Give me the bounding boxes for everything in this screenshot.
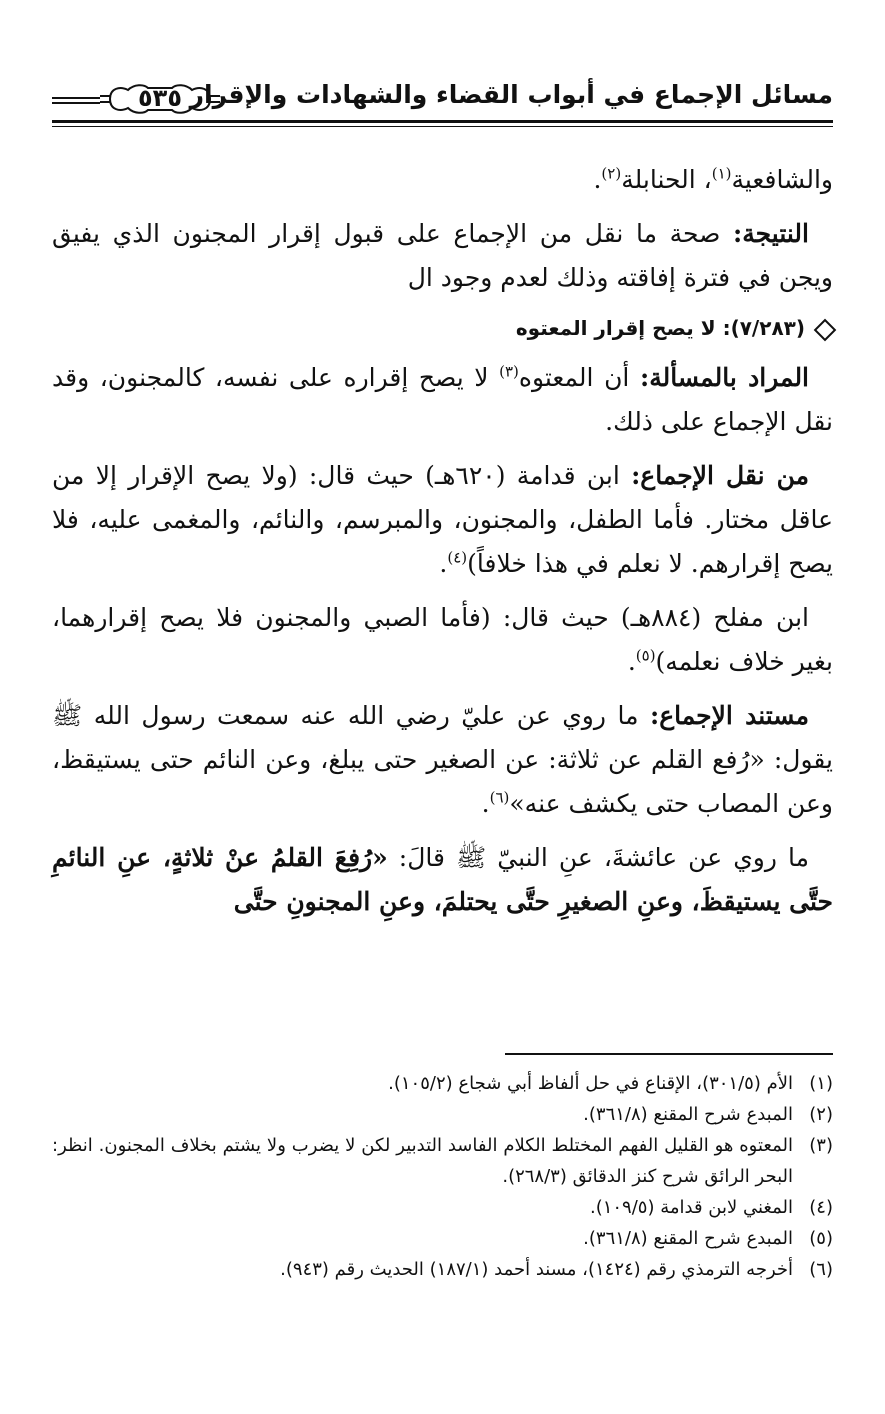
footnote-separator bbox=[505, 1053, 833, 1055]
main-text bbox=[52, 158, 833, 934]
page-header bbox=[52, 70, 833, 132]
header-ornament-line bbox=[52, 102, 100, 104]
footnote-number: (٦) bbox=[809, 1259, 833, 1280]
footnote-item bbox=[52, 1192, 833, 1223]
transmission-label: من نقل الإجماع: bbox=[631, 461, 809, 490]
footnote-item bbox=[52, 1068, 833, 1099]
footnote-item bbox=[52, 1254, 833, 1285]
footnote-item bbox=[52, 1223, 833, 1254]
footnote-item bbox=[52, 1130, 833, 1192]
paragraph-meaning bbox=[52, 356, 833, 444]
footnote-text: المبدع شرح المقنع (٣٦١/٨). bbox=[583, 1228, 793, 1249]
running-title: مسائل الإجماع في أبواب القضاء والشهادات والإقرار bbox=[189, 80, 833, 109]
text-span: لا يصح إقراره على نفسه، كالمجنون، وقد نقل الإجماع على ذلك. bbox=[52, 363, 833, 436]
footnote-text: أخرجه الترمذي رقم (١٤٢٤)، مسند أحمد (١٨٧/١) الحديث رقم (٩٤٣). bbox=[280, 1259, 793, 1280]
text-span: . bbox=[481, 789, 490, 818]
header-rule bbox=[52, 126, 833, 127]
footnote-text: المعتوه هو القليل الفهم المختلط الكلام الفاسد التدبير لكن لا يضرب ولا يشتم بخلاف المجنون. انظر: البحر الرائق شرح كنز الدقائق (٢٦٨/٣). bbox=[52, 1135, 793, 1187]
text-span: ما روي عن عائشةَ، عنِ النبيّ ﷺ قالَ: bbox=[387, 843, 809, 872]
meaning-label: المراد بالمسألة: bbox=[639, 363, 810, 392]
text-span: ابن قدامة (٦٢٠هـ) حيث قال: (ولا يصح الإقرار إلا من عاقل مختار. فأما الطفل، والمجنون، والمبرسم، والنائم، والمغمى عليه، فلا يصح إقرارهم. لا نعلم في هذا خلافاً) bbox=[52, 461, 833, 578]
paragraph-madhhabs bbox=[52, 158, 833, 202]
text-span: والشافعية bbox=[731, 165, 833, 194]
paragraph-ibn-muflih bbox=[52, 596, 833, 684]
paragraph-transmission bbox=[52, 454, 833, 586]
paragraph-result bbox=[52, 212, 833, 300]
issue-heading-text: (٧/٢٨٣): لا يصح إقرار المعتوه bbox=[515, 316, 805, 340]
footnote-ref[interactable]: (٥) bbox=[635, 646, 656, 665]
footnote-text: المبدع شرح المقنع (٣٦١/٨). bbox=[583, 1104, 793, 1125]
paragraph-basis bbox=[52, 694, 833, 826]
text-span: ما روي عن عليّ رضي الله عنه سمعت رسول الله ﷺ يقول: «رُفع القلم عن ثلاثة: عن الصغير حتى يبلغ، وعن النائم حتى يستيقظ، وعن المصاب حتى يكشف عنه» bbox=[52, 701, 833, 818]
paragraph-aisha bbox=[52, 836, 833, 924]
footnotes bbox=[52, 1068, 833, 1285]
footnote-number: (٢) bbox=[809, 1104, 833, 1125]
header-rule bbox=[52, 120, 833, 123]
footnote-ref[interactable]: (٣) bbox=[499, 362, 519, 381]
text-span: أن المعتوه bbox=[518, 363, 640, 392]
footnote-number: (٥) bbox=[809, 1228, 833, 1249]
footnote-ref[interactable]: (٤) bbox=[447, 548, 468, 567]
issue-heading bbox=[52, 310, 833, 346]
text-span: . bbox=[439, 549, 448, 578]
footnote-number: (٣) bbox=[809, 1135, 833, 1156]
footnote-text: الأم (٣٠١/٥)، الإقناع في حل ألفاظ أبي شجاع (١٠٥/٢). bbox=[388, 1073, 793, 1094]
footnote-ref[interactable]: (٦) bbox=[489, 788, 510, 807]
footnote-item bbox=[52, 1099, 833, 1130]
header-ornament-line bbox=[52, 97, 100, 99]
footnote-text: المغني لابن قدامة (١٠٩/٥). bbox=[589, 1197, 793, 1218]
hadith-text: «رُفِعَ القلمُ عنْ ثلاثةٍ، عنِ النائمِ حتَّى يستيقظَ، وعنِ الصغيرِ حتَّى يحتلمَ، وعنِ المجنونِ حتَّى bbox=[52, 843, 833, 916]
text-span: . bbox=[627, 647, 636, 676]
diamond-bullet-icon bbox=[814, 318, 837, 341]
page-number-frame bbox=[100, 82, 220, 116]
basis-label: مستند الإجماع: bbox=[649, 701, 809, 730]
text-span: . bbox=[593, 165, 602, 194]
page-number: ٥٣٥ bbox=[138, 84, 182, 112]
footnote-number: (٤) bbox=[809, 1197, 833, 1218]
result-text: صحة ما نقل من الإجماع على قبول إقرار المجنون الذي يفيق ويجن في فترة إفاقته وذلك لعدم وجود ال bbox=[52, 219, 833, 292]
result-label: النتيجة: bbox=[733, 219, 809, 248]
text-span: ، الحنابلة bbox=[621, 165, 712, 194]
footnote-ref[interactable]: (١) bbox=[711, 164, 732, 183]
footnote-ref[interactable]: (٢) bbox=[601, 164, 622, 183]
text-span: ابن مفلح (٨٨٤هـ) حيث قال: (فأما الصبي والمجنون فلا يصح إقرارهما، بغير خلاف نعلمه) bbox=[52, 603, 833, 676]
footnote-number: (١) bbox=[809, 1073, 833, 1094]
